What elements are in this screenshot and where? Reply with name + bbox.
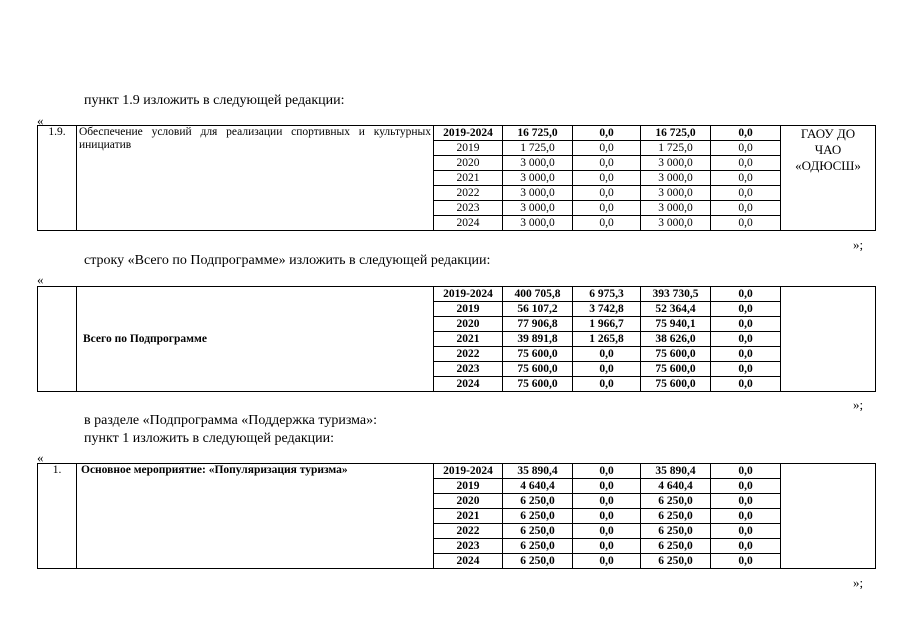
- value-cell: 1 966,7: [573, 317, 641, 332]
- value-cell: 1 265,8: [573, 332, 641, 347]
- value-cell: 0,0: [573, 347, 641, 362]
- year-cell: 2019-2024: [434, 464, 503, 479]
- intro-3b: пункт 1 изложить в следующей редакции:: [84, 431, 334, 446]
- value-cell: 1 725,0: [503, 141, 573, 156]
- value-cell: 0,0: [573, 539, 641, 554]
- value-cell: 0,0: [573, 171, 641, 186]
- close-quote-3: »;: [853, 575, 864, 590]
- close-quote-1: »;: [853, 237, 864, 252]
- value-cell: 4 640,4: [641, 479, 711, 494]
- value-cell: 0,0: [711, 539, 781, 554]
- value-cell: 3 000,0: [503, 201, 573, 216]
- table-row: [38, 126, 876, 141]
- value-cell: 3 000,0: [503, 216, 573, 231]
- value-cell: 75 600,0: [503, 362, 573, 377]
- value-cell: 3 000,0: [641, 156, 711, 171]
- item-number: [38, 287, 77, 392]
- value-cell: 0,0: [711, 171, 781, 186]
- value-cell: 75 600,0: [503, 347, 573, 362]
- year-cell: 2023: [434, 539, 503, 554]
- value-cell: 0,0: [711, 494, 781, 509]
- value-cell: 3 000,0: [641, 201, 711, 216]
- value-cell: 0,0: [573, 362, 641, 377]
- value-cell: 4 640,4: [503, 479, 573, 494]
- year-cell: 2022: [434, 186, 503, 201]
- value-cell: 0,0: [711, 479, 781, 494]
- year-cell: 2019: [434, 141, 503, 156]
- value-cell: 16 725,0: [641, 126, 711, 141]
- item-name: Обеспечение условий для реализации спортивных и культурных инициатив: [77, 126, 434, 231]
- value-cell: 0,0: [573, 216, 641, 231]
- value-cell: 0,0: [711, 464, 781, 479]
- value-cell: 0,0: [711, 287, 781, 302]
- value-cell: 6 250,0: [503, 539, 573, 554]
- open-quote-1: «: [37, 113, 44, 128]
- year-cell: 2022: [434, 347, 503, 362]
- year-cell: 2019-2024: [434, 287, 503, 302]
- year-cell: 2019: [434, 302, 503, 317]
- value-cell: 56 107,2: [503, 302, 573, 317]
- value-cell: 0,0: [573, 141, 641, 156]
- value-cell: 0,0: [711, 302, 781, 317]
- year-cell: 2023: [434, 201, 503, 216]
- open-quote-3: «: [37, 450, 44, 465]
- value-cell: 0,0: [573, 377, 641, 392]
- value-cell: 0,0: [711, 362, 781, 377]
- value-cell: 0,0: [711, 216, 781, 231]
- year-cell: 2020: [434, 494, 503, 509]
- value-cell: 3 000,0: [641, 186, 711, 201]
- value-cell: 0,0: [711, 524, 781, 539]
- value-cell: 6 250,0: [503, 509, 573, 524]
- value-cell: 75 600,0: [641, 362, 711, 377]
- table-1: [37, 125, 876, 231]
- value-cell: 0,0: [711, 186, 781, 201]
- value-cell: 0,0: [573, 554, 641, 569]
- value-cell: 3 000,0: [503, 156, 573, 171]
- table-row: [38, 464, 876, 479]
- value-cell: 0,0: [573, 186, 641, 201]
- executor-cell: ГАОУ ДО ЧАО «ОДЮСШ»: [781, 126, 876, 231]
- value-cell: 0,0: [711, 332, 781, 347]
- year-cell: 2020: [434, 156, 503, 171]
- year-cell: 2019-2024: [434, 126, 503, 141]
- value-cell: 3 000,0: [503, 186, 573, 201]
- table-row: [38, 287, 876, 302]
- value-cell: 39 891,8: [503, 332, 573, 347]
- value-cell: 3 000,0: [641, 171, 711, 186]
- value-cell: 0,0: [573, 494, 641, 509]
- value-cell: 3 000,0: [503, 171, 573, 186]
- item-name: Основное мероприятие: «Популяризация туризма»: [77, 464, 434, 569]
- value-cell: 35 890,4: [641, 464, 711, 479]
- year-cell: 2020: [434, 317, 503, 332]
- value-cell: 0,0: [573, 524, 641, 539]
- value-cell: 16 725,0: [503, 126, 573, 141]
- item-number: 1.: [38, 464, 77, 569]
- table-3: [37, 463, 876, 569]
- intro-3a: в разделе «Подпрограмма «Поддержка туризма»:: [84, 413, 378, 428]
- value-cell: 75 600,0: [641, 377, 711, 392]
- item-name: Всего по Подпрограмме: [77, 287, 434, 392]
- value-cell: 77 906,8: [503, 317, 573, 332]
- value-cell: 6 250,0: [503, 554, 573, 569]
- value-cell: 0,0: [711, 509, 781, 524]
- open-quote-2: «: [37, 272, 44, 287]
- value-cell: 6 250,0: [503, 494, 573, 509]
- table-2: [37, 286, 876, 392]
- value-cell: 3 742,8: [573, 302, 641, 317]
- value-cell: 0,0: [711, 156, 781, 171]
- value-cell: 0,0: [711, 317, 781, 332]
- value-cell: 1 725,0: [641, 141, 711, 156]
- value-cell: 75 600,0: [503, 377, 573, 392]
- value-cell: 75 600,0: [641, 347, 711, 362]
- year-cell: 2021: [434, 509, 503, 524]
- year-cell: 2023: [434, 362, 503, 377]
- year-cell: 2024: [434, 554, 503, 569]
- intro-2: строку «Всего по Подпрограмме» изложить в следующей редакции:: [84, 253, 491, 268]
- year-cell: 2021: [434, 332, 503, 347]
- value-cell: 400 705,8: [503, 287, 573, 302]
- item-number: 1.9.: [38, 126, 77, 231]
- value-cell: 35 890,4: [503, 464, 573, 479]
- value-cell: 6 250,0: [641, 494, 711, 509]
- value-cell: 0,0: [711, 377, 781, 392]
- executor-cell: [781, 287, 876, 392]
- value-cell: 0,0: [711, 126, 781, 141]
- value-cell: 0,0: [573, 126, 641, 141]
- intro-1: пункт 1.9 изложить в следующей редакции:: [84, 93, 345, 108]
- value-cell: 0,0: [573, 509, 641, 524]
- value-cell: 6 250,0: [641, 509, 711, 524]
- year-cell: 2021: [434, 171, 503, 186]
- value-cell: 0,0: [711, 141, 781, 156]
- value-cell: 6 250,0: [503, 524, 573, 539]
- value-cell: 6 975,3: [573, 287, 641, 302]
- value-cell: 0,0: [573, 156, 641, 171]
- year-cell: 2022: [434, 524, 503, 539]
- value-cell: 0,0: [573, 201, 641, 216]
- value-cell: 6 250,0: [641, 539, 711, 554]
- value-cell: 0,0: [711, 347, 781, 362]
- value-cell: 0,0: [573, 464, 641, 479]
- value-cell: 52 364,4: [641, 302, 711, 317]
- value-cell: 38 626,0: [641, 332, 711, 347]
- close-quote-2: »;: [853, 397, 864, 412]
- value-cell: 0,0: [711, 554, 781, 569]
- year-cell: 2019: [434, 479, 503, 494]
- value-cell: 6 250,0: [641, 524, 711, 539]
- value-cell: 3 000,0: [641, 216, 711, 231]
- value-cell: 0,0: [573, 479, 641, 494]
- value-cell: 75 940,1: [641, 317, 711, 332]
- year-cell: 2024: [434, 216, 503, 231]
- value-cell: 6 250,0: [641, 554, 711, 569]
- value-cell: 0,0: [711, 201, 781, 216]
- executor-cell: [781, 464, 876, 569]
- value-cell: 393 730,5: [641, 287, 711, 302]
- year-cell: 2024: [434, 377, 503, 392]
